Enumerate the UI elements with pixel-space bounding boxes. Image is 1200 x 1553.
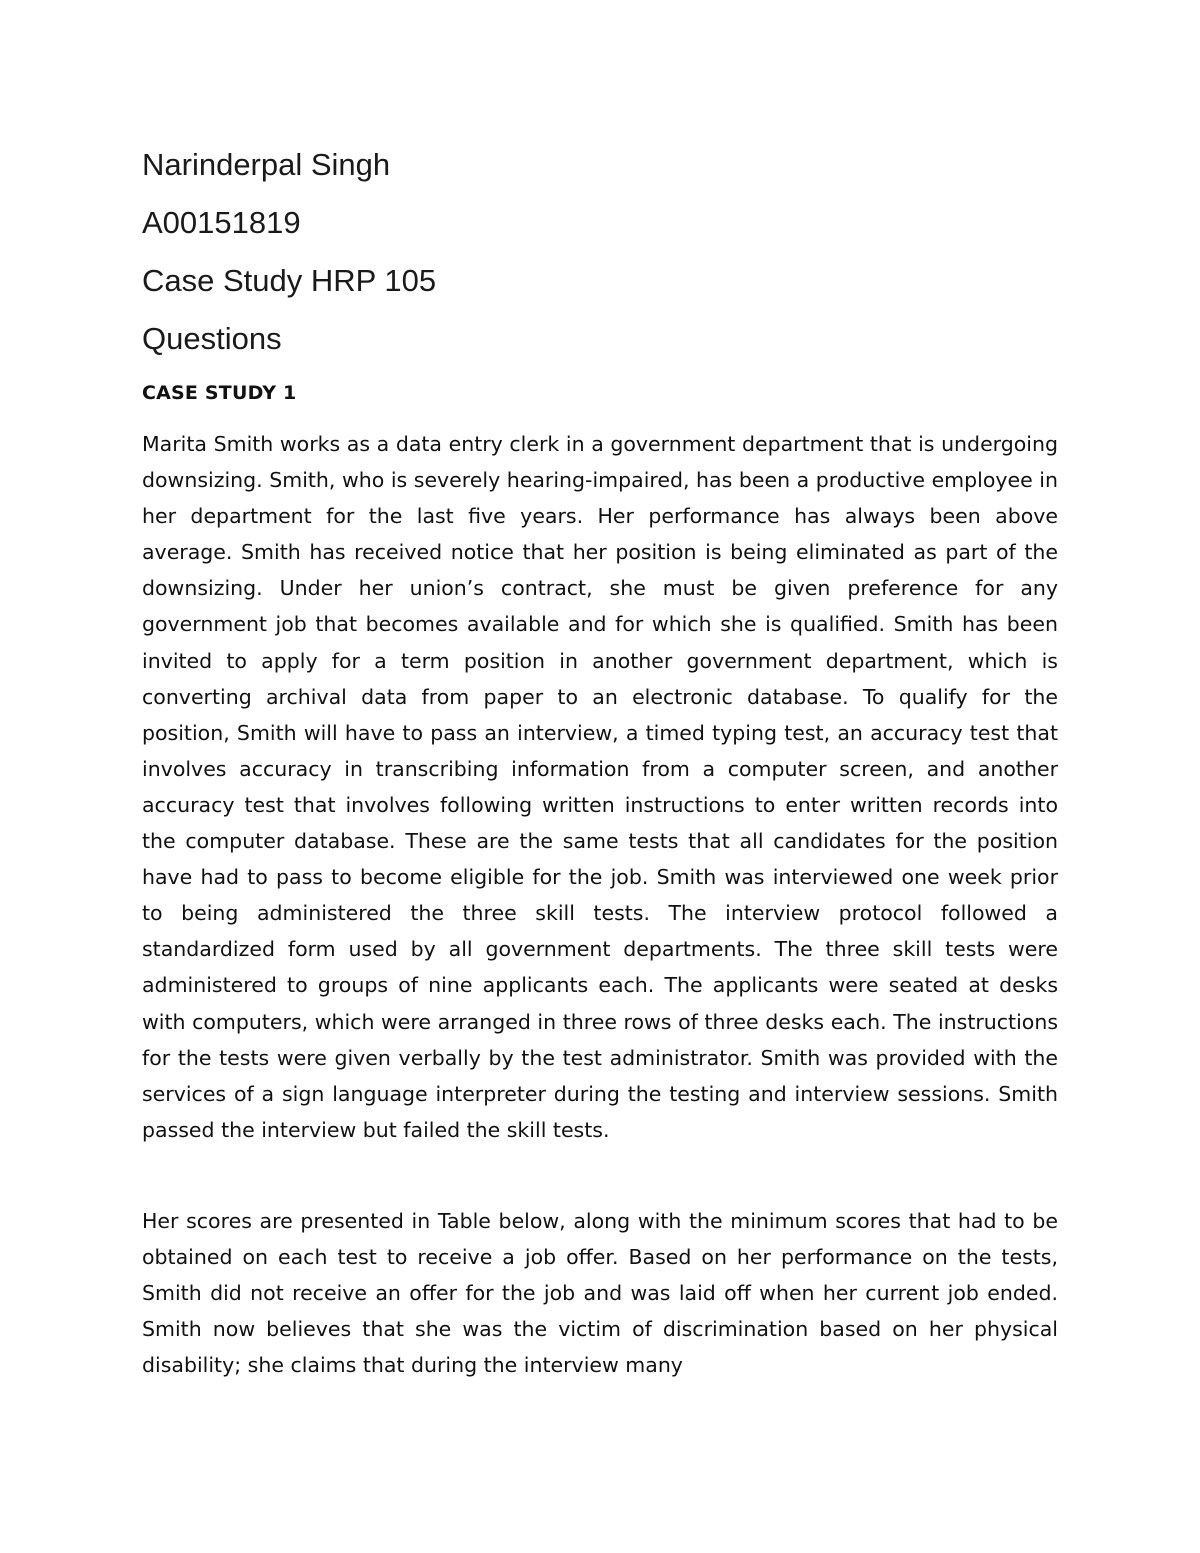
- case-study-heading: CASE STUDY 1: [142, 382, 297, 404]
- case-study-paragraph-2: Her scores are presented in Table below, along with the minimum scores that had to be obtained on each test to receive a job offer. Based on her performance on the tests, Smith did not receive an offer for the job and was laid off when her current job ended. Smith now believes that she was the victim of discrimination based on her physical disability; she claims that during the interview many: [142, 1209, 1058, 1378]
- student-id: A00151819: [142, 205, 301, 240]
- document-subtitle: Questions: [142, 321, 282, 356]
- case-study-paragraph-1: Marita Smith works as a data entry clerk in a government department that is undergoing downsizing. Smith, who is severely hearing-impaired, has been a productive employee in her department for the last five years. Her performance has always been above average. Smith has received notice that her position is being eliminated as part of the downsizing. Under her union’s contract, she must be given preference for any government job that becomes available and for which she is qualified. Smith has been invited to apply for a term position in another government department, which is converting archival data from paper to an electronic database. To qualify for the position, Smith will have to pass an interview, a timed typing test, an accuracy test that involves accuracy in transcribing information from a computer screen, and another accuracy test that involves following written instructions to enter written records into the computer database. These are the same tests that all candidates for the position have had to pass to become eligible for the job. Smith was interviewed one week prior to being administered the three skill tests. The interview protocol followed a standardized form used by all government departments. The three skill tests were administered to groups of nine applicants each. The applicants were seated at desks with computers, which were arranged in three rows of three desks each. The instructions for the tests were given verbally by the test administrator. Smith was provided with the services of a sign language interpreter during the testing and interview sessions. Smith passed the interview but failed the skill tests.: [142, 432, 1058, 1142]
- course-title: Case Study HRP 105: [142, 263, 437, 298]
- student-name: Narinderpal Singh: [142, 147, 391, 182]
- document-header: [142, 136, 1042, 368]
